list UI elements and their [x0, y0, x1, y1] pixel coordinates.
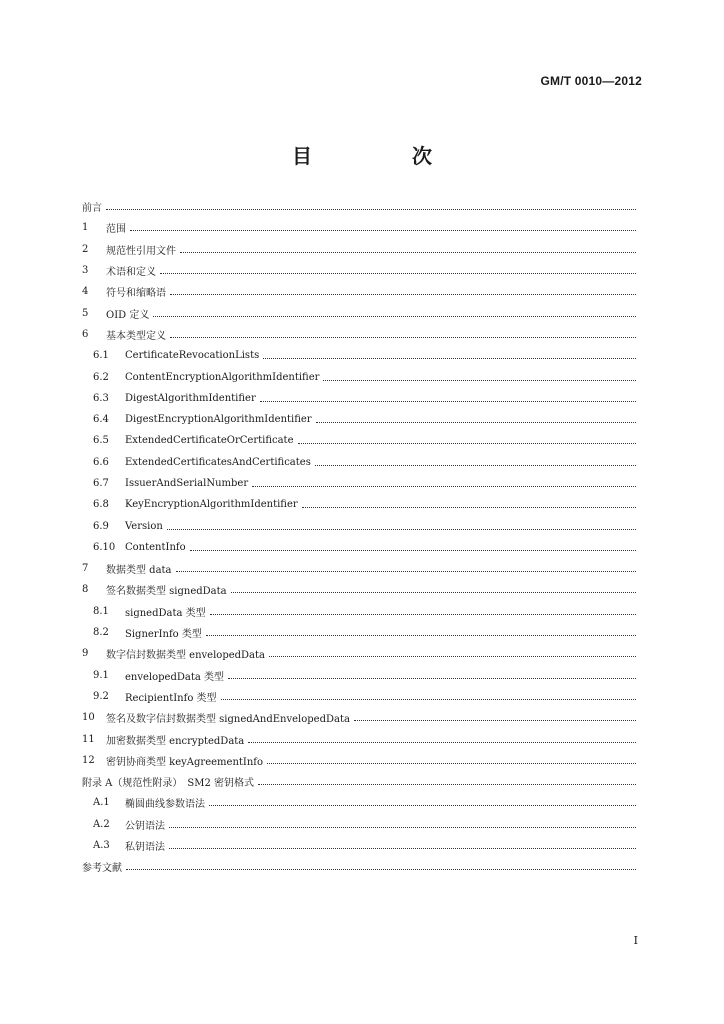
toc-dot-leader — [302, 507, 636, 508]
toc-entry-label: ContentInfo — [125, 541, 186, 553]
toc-dot-leader — [221, 699, 636, 700]
toc-entry[interactable] — [82, 515, 636, 536]
toc-entry-label: IssuerAndSerialNumber — [125, 478, 249, 489]
toc-entry-number: 8.1 — [93, 605, 109, 617]
toc-entry-label: 密钥协商类型 keyAgreementInfo — [106, 756, 264, 768]
toc-entry-number: 9 — [82, 648, 89, 660]
toc-entry[interactable] — [82, 217, 636, 238]
toc-dot-leader — [180, 252, 636, 253]
toc-entry[interactable] — [82, 452, 636, 473]
toc-entry-number: 6.8 — [93, 499, 109, 511]
toc-entry-number: 8 — [82, 584, 89, 596]
toc-dot-leader — [176, 571, 636, 572]
toc-entry-label: 数据类型 data — [106, 565, 172, 577]
toc-entry[interactable] — [82, 473, 636, 494]
toc-entry[interactable] — [82, 707, 636, 728]
toc-entry-label: 前言 — [82, 203, 102, 215]
toc-entry-number: 6.1 — [93, 350, 109, 362]
toc-entry[interactable] — [82, 579, 636, 600]
toc-entry[interactable] — [82, 686, 636, 707]
toc-dot-leader — [209, 805, 636, 806]
toc-entry-number: 4 — [82, 286, 89, 298]
toc-entry[interactable] — [82, 622, 636, 643]
toc-entry-label: 加密数据类型 encryptedData — [106, 735, 245, 747]
toc-dot-leader — [267, 763, 636, 764]
toc-dot-leader — [126, 869, 636, 870]
toc-entry-label: Version — [125, 520, 163, 532]
toc-entry-label: DigestAlgorithmIdentifier — [125, 392, 256, 404]
toc-dot-leader — [160, 273, 636, 274]
toc-dot-leader — [354, 720, 636, 721]
toc-entry[interactable] — [82, 537, 636, 558]
toc-dot-leader — [153, 316, 636, 317]
toc-entry-label: 签名及数字信封数据类型 signedAndEnvelopedData — [106, 714, 350, 726]
toc-entry[interactable] — [82, 728, 636, 749]
toc-entry[interactable] — [82, 601, 636, 622]
toc-entry-number: A.3 — [93, 840, 110, 852]
toc-dot-leader — [167, 529, 636, 530]
toc-entry-label: 范围 — [106, 224, 126, 236]
toc-dot-leader — [315, 465, 636, 466]
toc-dot-leader — [248, 742, 636, 743]
toc-entry[interactable] — [82, 281, 636, 302]
toc-entry[interactable] — [82, 558, 636, 579]
toc-entry[interactable] — [82, 239, 636, 260]
toc-entry[interactable] — [82, 430, 636, 451]
toc-dot-leader — [260, 401, 636, 402]
toc-entry[interactable] — [82, 856, 636, 877]
toc-entry[interactable] — [82, 792, 636, 813]
toc-entry-number: 9.2 — [93, 690, 109, 702]
toc-entry-number: 6.7 — [93, 478, 109, 489]
toc-dot-leader — [170, 294, 636, 295]
toc-entry-label: signedData 类型 — [125, 607, 206, 619]
toc-entry-number: 10 — [82, 712, 95, 724]
toc-entry-number: 6.2 — [93, 371, 109, 383]
toc-dot-leader — [106, 209, 636, 210]
page-number: I — [633, 934, 638, 947]
toc-entry-label: 基本类型定义 — [106, 330, 166, 342]
toc-entry-label: ContentEncryptionAlgorithmIdentifier — [125, 371, 320, 383]
toc-dot-leader — [130, 230, 636, 231]
toc-entry[interactable] — [82, 665, 636, 686]
toc-entry-number: 6.3 — [93, 392, 109, 404]
toc-entry[interactable] — [82, 302, 636, 323]
toc-dot-leader — [316, 422, 636, 423]
toc-entry-number: 6.6 — [93, 456, 109, 468]
toc-entry-label: 规范性引用文件 — [106, 245, 176, 257]
toc-entry[interactable] — [82, 771, 636, 792]
toc-dot-leader — [169, 827, 636, 828]
toc-entry-number: 12 — [82, 754, 95, 766]
table-of-contents — [82, 196, 636, 878]
toc-dot-leader — [252, 486, 636, 487]
standard-code: GM/T 0010—2012 — [540, 74, 642, 88]
toc-entry-number: 7 — [82, 563, 89, 575]
toc-entry[interactable] — [82, 196, 636, 217]
toc-entry-label: 椭圆曲线参数语法 — [125, 799, 205, 811]
toc-entry-number: A.2 — [93, 818, 110, 830]
toc-dot-leader — [323, 380, 636, 381]
toc-entry[interactable] — [82, 388, 636, 409]
toc-entry[interactable] — [82, 409, 636, 430]
toc-entry-label: ExtendedCertificateOrCertificate — [125, 435, 294, 447]
toc-entry-number: 6.10 — [93, 541, 116, 553]
toc-dot-leader — [263, 358, 636, 359]
toc-entry-number: 6 — [82, 328, 89, 340]
toc-entry-label: RecipientInfo 类型 — [125, 692, 217, 704]
toc-entry-number: 8.2 — [93, 627, 109, 639]
toc-entry[interactable] — [82, 345, 636, 366]
toc-entry-label: 参考文献 — [82, 863, 122, 875]
toc-dot-leader — [210, 614, 636, 615]
toc-entry-label: 私钥语法 — [125, 842, 165, 854]
toc-dot-leader — [170, 337, 636, 338]
toc-dot-leader — [258, 784, 636, 785]
toc-entry-label: 公钥语法 — [125, 820, 165, 832]
toc-entry-number: 5 — [82, 307, 89, 319]
toc-dot-leader — [228, 678, 636, 679]
toc-entry-label: CertificateRevocationLists — [125, 350, 260, 362]
toc-entry-number: 9.1 — [93, 669, 109, 681]
toc-entry-number: 6.4 — [93, 414, 109, 426]
toc-entry[interactable] — [82, 494, 636, 515]
toc-dot-leader — [298, 443, 637, 444]
toc-dot-leader — [206, 635, 636, 636]
toc-entry-label: 附录 A（规范性附录） SM2 密钥格式 — [82, 778, 255, 790]
toc-dot-leader — [169, 848, 636, 849]
toc-entry-number: 3 — [82, 265, 89, 277]
toc-entry-label: KeyEncryptionAlgorithmIdentifier — [125, 499, 298, 511]
toc-entry-label: ExtendedCertificatesAndCertificates — [125, 456, 311, 468]
toc-dot-leader — [269, 656, 636, 657]
toc-entry-number: 1 — [82, 222, 89, 234]
page-title: 目 次 — [292, 144, 472, 168]
toc-entry-number: 11 — [82, 733, 95, 745]
toc-entry-label: 符号和缩略语 — [106, 288, 166, 300]
toc-entry[interactable] — [82, 835, 636, 856]
toc-entry-number: 2 — [82, 243, 89, 255]
toc-entry-number: 6.5 — [93, 435, 109, 447]
toc-entry-label: OID 定义 — [106, 309, 150, 321]
toc-entry-label: 签名数据类型 signedData — [106, 586, 227, 598]
toc-entry[interactable] — [82, 260, 636, 281]
toc-entry-number: A.1 — [93, 797, 110, 809]
toc-dot-leader — [231, 592, 636, 593]
toc-entry-label: SignerInfo 类型 — [125, 629, 202, 641]
toc-entry[interactable] — [82, 814, 636, 835]
toc-entry-label: DigestEncryptionAlgorithmIdentifier — [125, 414, 312, 426]
toc-entry-number: 6.9 — [93, 520, 109, 532]
toc-entry[interactable] — [82, 750, 636, 771]
toc-entry[interactable] — [82, 366, 636, 387]
toc-entry[interactable] — [82, 324, 636, 345]
toc-entry-label: 术语和定义 — [106, 267, 156, 279]
toc-entry-label: 数字信封数据类型 envelopedData — [106, 650, 266, 662]
toc-entry-label: envelopedData 类型 — [125, 671, 225, 683]
toc-entry[interactable] — [82, 643, 636, 664]
toc-dot-leader — [190, 550, 636, 551]
